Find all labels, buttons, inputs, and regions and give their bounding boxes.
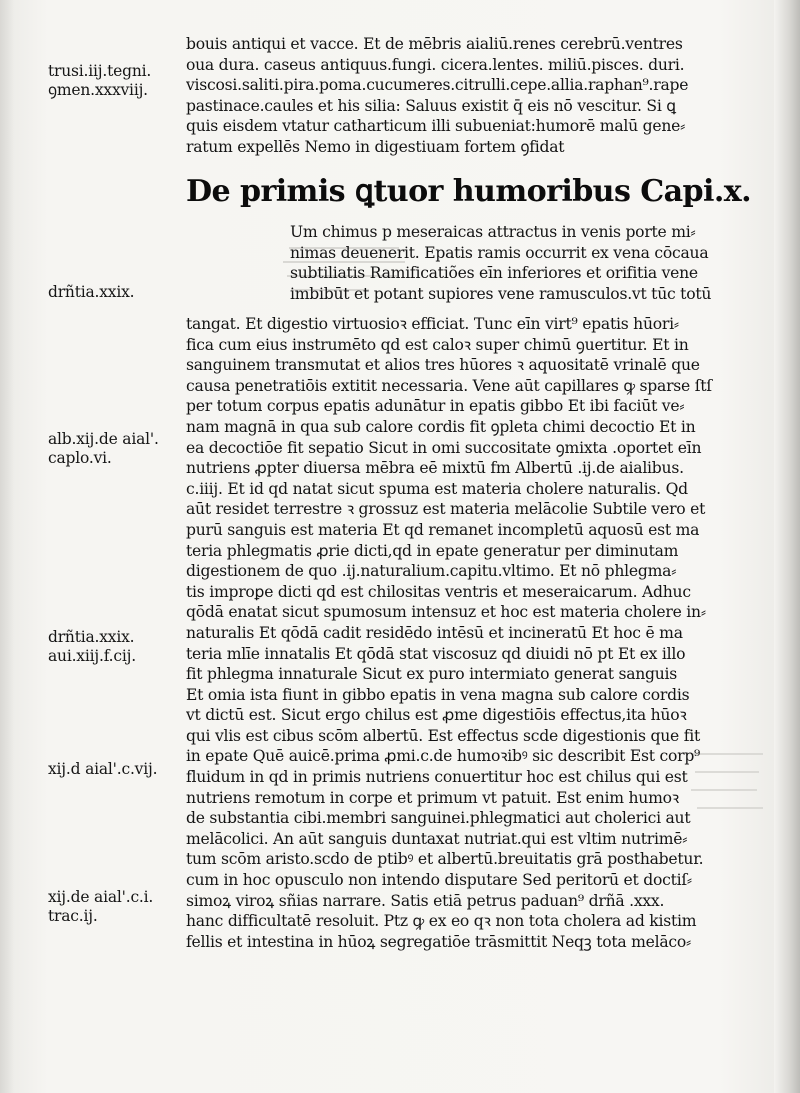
margin-note-line: alb.xij.de aial'.	[48, 430, 159, 448]
text-line: vt dictū est. Sicut ergo chilus est ꝓme digestiōis effectus,ita hūoꝛ	[186, 706, 687, 725]
text-line: oua dura. caseus antiquus.fungi. cicera.lentes. miliū.pisces. duri.	[186, 55, 685, 74]
margin-note-line: aui.xiij.f.cij.	[48, 647, 136, 665]
margin-note-line: xij.d aial'.c.vij.	[48, 760, 158, 778]
chapter-heading: De primis ꝗtuor humoribus Capi.x.	[186, 174, 751, 209]
page-edge	[774, 0, 800, 1093]
margin-note-4	[48, 628, 136, 666]
text-line: Um chimus p meseraicas attractus in venis porte mi⸗	[290, 223, 696, 241]
text-line: in epate Quē auicē.prima ꝓmi.c.de humoꝛibꝰ sic describit Est corp⁹	[186, 747, 701, 766]
text-line: ratum expellēs Nemo in digestiuam fortem ꝯfidat	[186, 137, 565, 156]
text-line: fluidum in qd in primis nutriens conuertitur hoc est chilus qui est	[186, 768, 688, 787]
margin-note-line: trac.ij.	[48, 907, 98, 925]
margin-note-6	[48, 888, 153, 926]
margin-note-2	[48, 283, 134, 302]
text-line: nimas deuenerit. Epatis ramis occurrit ex vena cōcaua	[290, 243, 709, 262]
text-line: teria phlegmatis ꝓrie dicti,qd in epate generatur per diminutam	[186, 541, 679, 560]
margin-note-line: drñtia.xxix.	[48, 283, 135, 301]
text-line: imbibūt et potant supiores vene ramusculos.vt tūc totū	[290, 284, 712, 303]
margin-note-line: trusi.iij.tegni.	[48, 62, 152, 80]
text-line: c.iiij. Et id qd natat sicut spuma est materia cholere naturalis. Qd	[186, 479, 688, 498]
text-line: tangat. Et digestio virtuosioꝛ efficiat. Tunc eīn virt⁹ epatis hūori⸗	[186, 315, 679, 333]
text-line: purū sanguis est materia Et qd remanet incompletū aquosū est ma	[186, 520, 700, 539]
text-line: quis eisdem vtatur catharticum illi subueniat:humorē malū gene⸗	[186, 117, 686, 136]
text-line: bouis antiqui et vacce. Et de mēbris aialiū.renes cerebrū.ventres	[186, 35, 683, 53]
text-line: tis improꝑe dicti qd est chilositas ventris et meseraicarum. Adhuc	[186, 582, 691, 601]
text-line: Et omia ista fiunt in gibbo epatis in vena magna sub calore cordis	[186, 685, 690, 704]
margin-note-line: ꝯmen.xxxviij.	[48, 81, 148, 99]
text-line: nutriens remotum in corpe et primum vt patuit. Est enim humoꝛ	[186, 788, 679, 807]
top-paragraph	[186, 34, 766, 158]
text-line: cum in hoc opusculo non intendo disputare Sed peritorū et doctiſ⸗	[186, 871, 692, 890]
text-line: simoꝝ viroꝝ sñias narrare. Satis etiā petrus paduan⁹ drñā .xxx.	[186, 891, 665, 910]
text-line: qui vlis est cibus scōm albertū. Est effectus scde digestionis que fit	[186, 726, 700, 745]
text-line: fica cum eius instrumēto qd est caloꝛ super chimū ꝯuertitur. Et in	[186, 335, 689, 354]
text-line: causa penetratiōis extitit necessaria. Vene aūt capillares ꝙ sparse ſtſ	[186, 376, 712, 395]
text-line: melācolici. An aūt sanguis duntaxat nutriat.qui est vltim nutrimē⸗	[186, 829, 688, 848]
text-line: digestionem de quo .ij.naturalium.capitu.vltimo. Et nō phlegma⸗	[186, 562, 677, 581]
margin-note-line: xij.de aial'.c.i.	[48, 888, 154, 906]
margin-note-3	[48, 430, 159, 468]
text-line: pastinace.caules et his silia: Saluus existit q̄ eis nō vescitur. Si ꝗ	[186, 96, 676, 115]
text-line: aūt residet terrestre ꝛ grossuz est materia melācolie Subtile vero et	[186, 500, 706, 519]
text-line: de substantia cibi.membri sanguinei.phlegmatici aut cholerici aut	[186, 809, 691, 828]
margin-note-line: caplo.vi.	[48, 449, 112, 467]
text-line: nutriens ꝓpter diuersa mēbra eē mixtū fm Albertū .ij.de aialibus.	[186, 459, 684, 478]
margin-note-5	[48, 760, 157, 779]
text-line: ea decoctiōe fit sepatio Sicut in omi succositate ꝯmixta .oportet eīn	[186, 438, 702, 457]
text-line: subtiliatis Ramificatiões eīn inferiores et orifitia vene	[290, 264, 698, 283]
chapter-opening	[186, 222, 766, 304]
text-line: tum scōm aristo.scdo de ptibꝰ et albertū.breuitatis grā posthabetur.	[186, 850, 704, 869]
text-line: fellis et intestina in hūoꝝ segregatiōe trāsmittit Neqꝫ tota melāco⸗	[186, 932, 691, 951]
text-line: qōdā enatat sicut spumosum intensuz et hoc est materia cholere in⸗	[186, 603, 706, 622]
text-line: hanc difficultatē resoluit. Ptz ꝙ ex eo qꝛ non tota cholera ad kistim	[186, 912, 697, 931]
text-line: naturalis Et qōdā cadit residēdo intēsū et incineratū Et hoc ē ma	[186, 623, 683, 642]
text-line: fit phlegma innaturale Sicut ex puro intermiato generat sanguis	[186, 665, 678, 684]
gutter-shadow	[0, 0, 14, 1093]
text-line: viscosi.saliti.pira.poma.cucumeres.citrulli.cepe.allia.raphan⁹.rape	[186, 76, 689, 95]
text-line: nam magnā in qua sub calore cordis fit ꝯpleta chimi decoctio Et in	[186, 417, 696, 436]
text-line: teria mlīe innatalis Et qōdā stat viscosuz qd diuidi nō pt Et ex illo	[186, 644, 686, 663]
margin-note-line: drñtia.xxix.	[48, 628, 135, 646]
text-line: sanguinem transmutat et alios tres hūores ꝛ aquositatē vrinalē que	[186, 356, 700, 375]
chapter-body	[186, 314, 766, 952]
text-line: per totum corpus epatis adunātur in epatis gibbo Et ibi faciūt ve⸗	[186, 397, 685, 416]
margin-note-1	[48, 62, 151, 100]
